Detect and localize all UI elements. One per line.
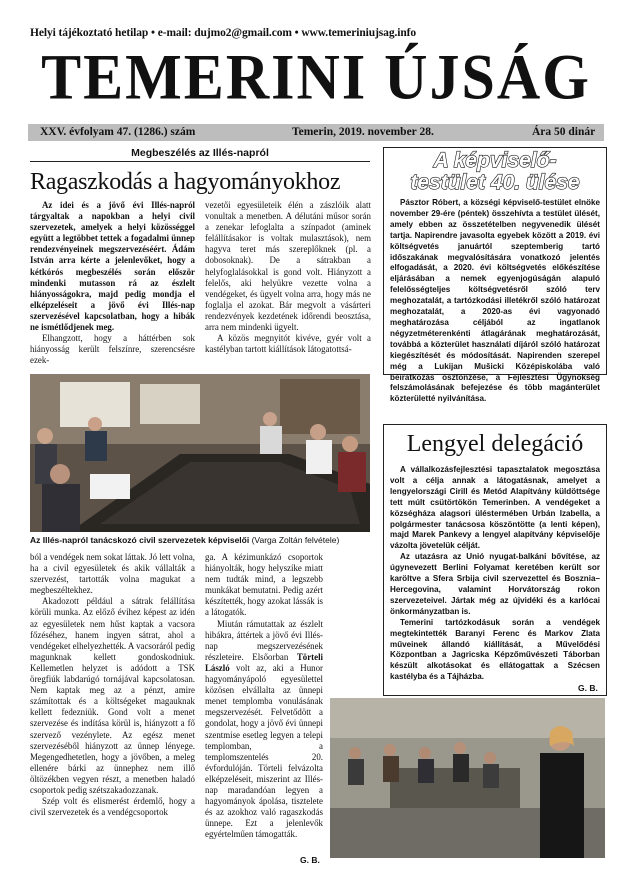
council-text: Pásztor Róbert, a községi képviselő-testület elnöke november 29-ére (péntek) összehívta a testület ülését, amely ebben az összetételben negyvenedik ülését tartja. Napirendre javasolta egyebek között a 2019. évi költségvetés januártól szeptemberig tartó időszakának megvalósítására vonatkozó jelentés elfogadását, a 2020. évi költségvetés előkészítése eljárásában a nemek egyenjogúságán alapuló felelősségteljes költségvetésről szóló terv meghozatalát, a tartózkodási illetékről szóló határozat meghozatalát, a 2020-as évi vagyonadó meghatározása céljából az ingatlanok négyzetméterenkénti átlagárának meghatározását, továbbá a közterület használati díjáról szóló határozat kiegészítését és módosítását. Napirenden szerepel még a Lukijan Mušicki Középiskolába való beiratkozás ösztönzése, a Fejlesztési Ügynökség felszámolásának befejezése és több magánterület közterületté nyilvánítása.: [390, 198, 600, 404]
article-para: A közös megnyitót kivéve, gyér volt a kastélyban tartott kiállítások látogatottsá-: [205, 333, 371, 355]
header-topline: Helyi tájékoztató hetilap • e-mail: dujmo2@gmail.com • www.temeriniujsag.info: [30, 27, 417, 39]
masthead-title: TEMERINI ÚJSÁG: [41, 41, 591, 113]
article-para: Elhangzott, hogy a háttérben sok hiányosság került felszínre, szerencsésre ezek-: [30, 333, 195, 366]
article-para: vezetői egyesületeik élén a zászlóik alatt vonultak a menetben. A délutáni műsor során a zenekar lefoglalta a színpadot (aminek felállításakor is voltak mulasztások), nem hagyva teret más szereplőknek (pl. a dobosoknak). De a sátrakban a helyfoglalásokkal is gond volt. Hiányzott a felelős, aki helyükre vezette volna a vendégeket, és ügyelt volna arra, hogy más ne foglalja el azokat. Bár megvolt a vásárteri rendezvények kezdetének időrendi beosztása, arra nem mindenki ügyelt.: [205, 200, 371, 333]
kicker-rule: [30, 161, 370, 162]
article-para: ga. A kézimunkázó csoportok hiányolták, hogy helyszíke miatt nem tudták mind, a legszebb munkákat bemutatni. Pedig azért készítették, hogy azokat lássák is a látogatók.: [205, 552, 323, 618]
article-col2-bottom: [205, 552, 323, 840]
meeting-photo: [30, 374, 370, 532]
issue-price: Ára 50 dinár: [532, 126, 596, 138]
delegation-headline: Lengyel delegáció: [406, 431, 584, 457]
article-col1-top: [30, 200, 195, 366]
council-headline-line2: testület 40. ülése: [410, 171, 580, 194]
delegation-para: Az utazásra az Unió nyugat-balkáni bővítése, az úgynevezett Berlini Folyamat keretében került sor karöltve a Sfera Srbija civil szervezettel és Bosznia–Hercegovina, valamint Horvátország rokon szervezeteivel. Jártak még az újvidéki és a karlócai önkormányzatban is.: [390, 552, 600, 616]
article-col1-bottom: [30, 552, 195, 818]
council-body: [390, 198, 600, 405]
article-signature: G. B.: [300, 855, 320, 865]
delegation-para: A vállalkozásfejlesztési tapasztalatok megosztása volt a célja annak a látogatásnak, amelyet a lengyelországi Cirill és Metód Alapítvány küldöttsége tett múlt csütörtökön Temerinben. A vendégeket a községháza alagsori üléstermében Urbán Izabella, a polgármester tanácsosa köszöntötte (a lenti képen), majd Marek Pankevy a lengyel alapítvány képviselője vázolta jövetelük célját.: [390, 465, 600, 551]
council-headline-line1: A képviselő-: [433, 149, 557, 172]
photo-caption: [30, 535, 375, 545]
issue-number: XXV. évfolyam 47. (1286.) szám: [40, 126, 196, 138]
delegation-signature: G. B.: [578, 683, 598, 693]
caption-credit: (Varga Zoltán felvétele): [251, 535, 340, 545]
article-para: Miután rámutattak az észlelt hibákra, áttértek a jövő évi Illés-nap megszervezésének részleteire. Elsőorban Törteli László volt az, aki a Hunor hagyományápoló egyesülettel közösen elvállalta az ünnepi menet templomba vonulásának megszervezését. Felvetődött a gondolat, hogy a jövő évi ünnepi szentmise esetleg legyen a telepi templomban, a templomszentelés 20. évfordulóján. Törteli felvázolta elképzeléseit, miszerint az Illés-nap maradandóan legyen a hagyományok ápolása, tisztelete és az azokhoz való ragaszkodás ünnepe. Ezt a jelenlevők egyértelműen támogatták.: [205, 618, 323, 840]
article-lead: Az idei és a jövő évi Illés-napról tárgyaltak a napokban a helyi civil szervezetek, amelyek a helyi közösséggel együtt a legtöbbet tettek a fogadalmi ünnep rendezvényeinek megszervezéséért. Ádám István arra kérte a jelenlevőket, hogy a kétkórós megbeszélés során először mindenki mutasson rá az észlelt hiányosságokra, majd pedig mondja el elképzeléseit a jövő évi Illés-nap szervezésével kapcsolatban, hogy a hibák ne ismétlődjenek meg.: [30, 200, 195, 333]
council-headline: [383, 150, 607, 194]
article-col2-top: [205, 200, 371, 355]
delegation-photo: [330, 698, 605, 858]
article-kicker: Megbeszélés az Illés-napról: [131, 147, 269, 159]
issue-bar: [28, 124, 604, 141]
article-para: ból a vendégek nem sokat láttak. Jó lett volna, ha a civil egyesületek és akik vállalták a szervezést, tartották volna magukat a megbeszéltekhez.: [30, 552, 195, 596]
caption-text: Az Illés-napról tanácskozó civil szervezetek képviselői: [30, 535, 250, 545]
article-para: Akadozott például a sátrak felállítása körüli munka. Az előző évihez képest az idén az egyesületek nem hűst kaptak a vacsora főzéséhez, hanem ingyen sátrat, ahol a vendégeket elhelyezhették. A vacsoráról pedig magunknak kellett gondoskodniuk. Kellemetlen helyzet is adódott a TSK öregfiúk labdarúgó tornájával kapcsolatosan. Nem kaptak meg az a pénzt, amire számítottak és a költségeket magauknak kellett fedezniük. Gond volt a menet szervezése és indítása körül is, hiányzott a fő szervező vezénylete. Az egész menet szervezéséből hiányzott az ünnep lényege. Megengedhetetlen, hogy a jövőben, a meleg ellenére bárki az ünnephez nem illő öltözékben vegyen részt, a menetben haladó csoportok pedig szétszakadozzanak.: [30, 596, 195, 795]
delegation-para: Temerini tartózkodásuk során a vendégek megtekintették Baranyi Ferenc és Markov Zlata műveinek állandó kiállítását, a Művelődési Központban a Jagricska Képzőművészeti Táborban készült alkotásokat és ellátogattak a Szécsen kastélyba és a Tájházba.: [390, 617, 600, 682]
issue-date: Temerin, 2019. november 28.: [292, 126, 434, 138]
article-para: Szép volt és elismerést érdemlő, hogy a civil szervezetek és a vendégcsoportok: [30, 796, 195, 818]
delegation-body: [390, 465, 600, 683]
article-headline: Ragaszkodás a hagyományokhoz: [30, 169, 341, 195]
